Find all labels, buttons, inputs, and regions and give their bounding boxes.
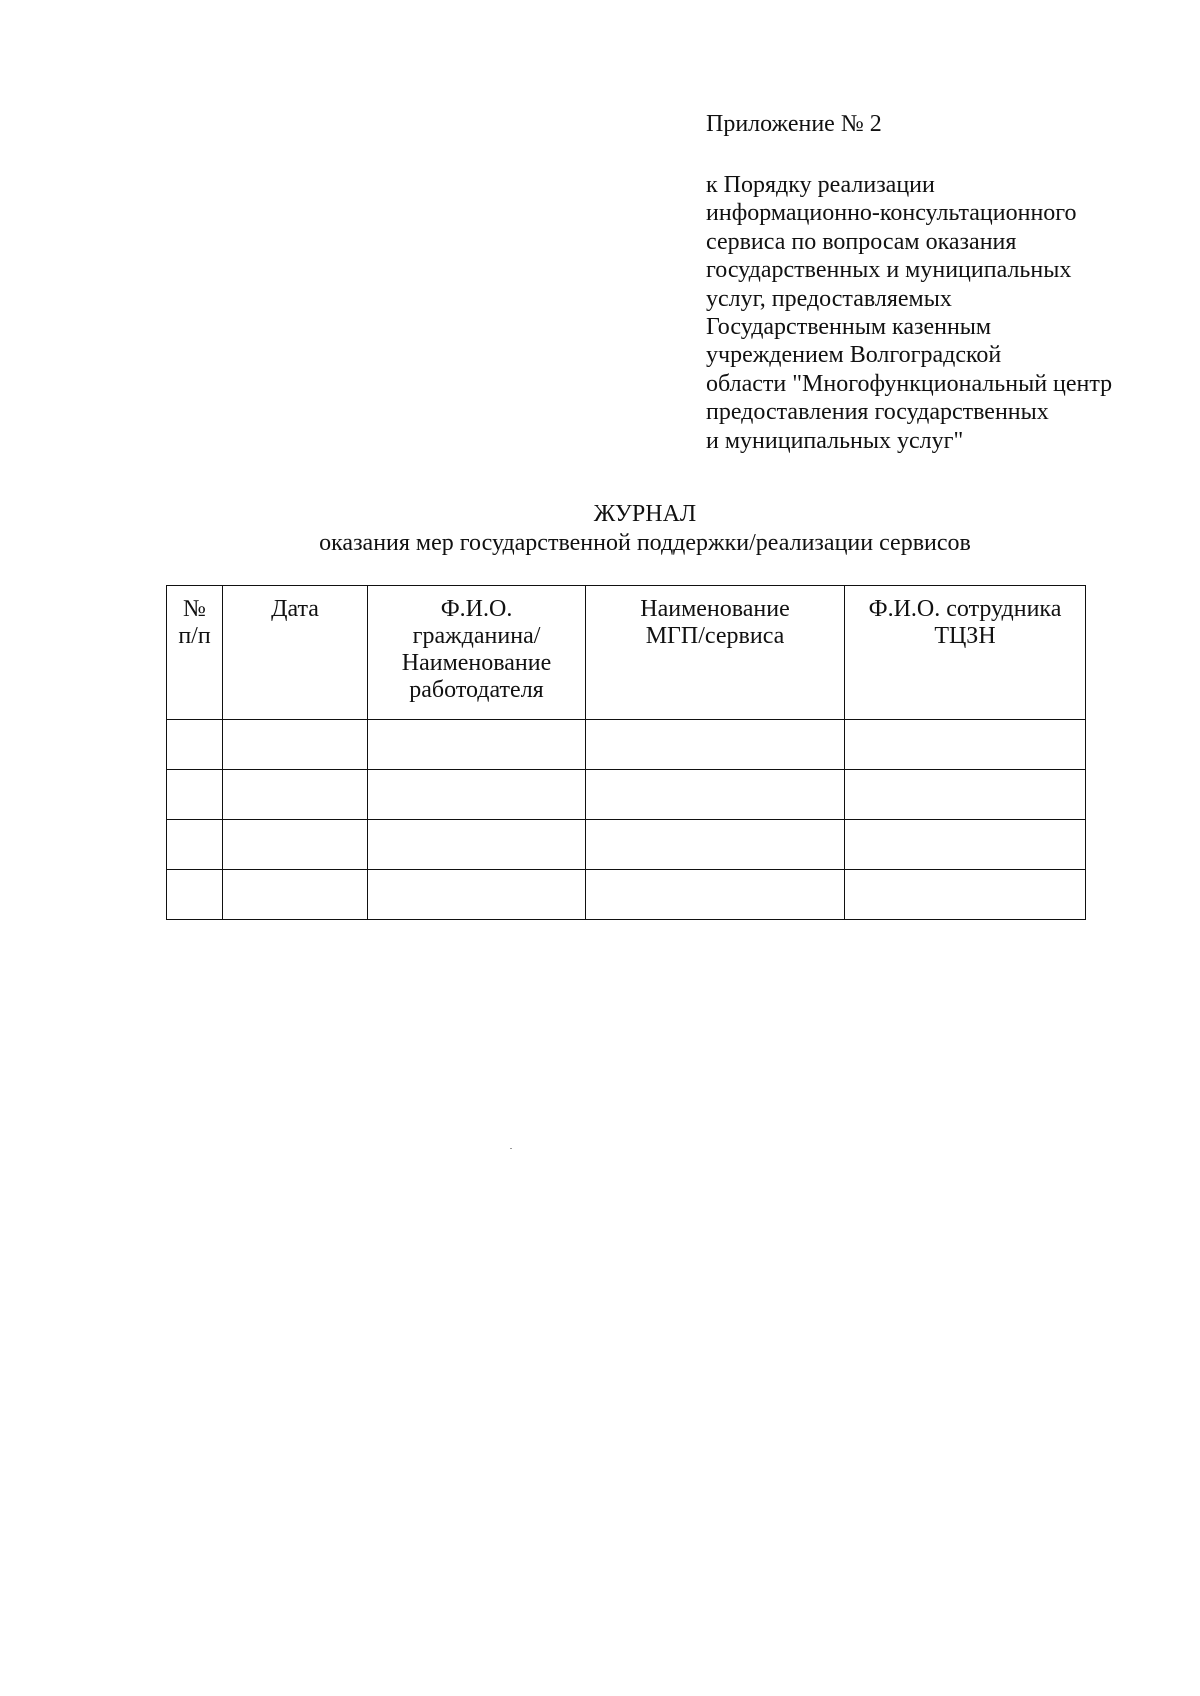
table-cell <box>167 770 223 820</box>
table-row <box>167 770 1086 820</box>
header-citizen-name <box>368 586 586 720</box>
table-row <box>167 720 1086 770</box>
table-cell <box>223 820 368 870</box>
header-service-name-line: МГП/сервиса <box>645 623 785 649</box>
header-number-line: № <box>183 596 206 622</box>
journal-subtitle: оказания мер государственной поддержки/реализации сервисов <box>319 530 971 556</box>
table-header-row <box>167 586 1086 720</box>
table-cell <box>167 720 223 770</box>
header-service-name <box>586 586 845 720</box>
appendix-line: услуг, предоставляемых <box>706 285 952 312</box>
header-number <box>167 586 223 720</box>
header-citizen-name-line: работодателя <box>409 677 544 703</box>
table-cell <box>167 870 223 920</box>
table-cell <box>845 720 1086 770</box>
header-employee-name-line: ТЦЗН <box>934 623 996 649</box>
table-cell <box>167 820 223 870</box>
journal-heading <box>0 500 1200 558</box>
table-cell <box>368 870 586 920</box>
appendix-line: Государственным казенным <box>706 314 992 341</box>
header-number-line: п/п <box>178 623 211 649</box>
appendix-title: Приложение № 2 <box>706 111 882 137</box>
table-cell <box>368 820 586 870</box>
header-date <box>223 586 368 720</box>
appendix-line: государственных и муниципальных <box>706 257 1072 284</box>
table-row <box>167 820 1086 870</box>
appendix-line: к Порядку реализации <box>706 172 935 198</box>
table-row <box>167 870 1086 920</box>
table-cell <box>586 820 845 870</box>
appendix-line: области "Многофункциональный центр <box>706 370 1113 397</box>
table-cell <box>586 770 845 820</box>
table-cell <box>223 720 368 770</box>
table-cell <box>368 770 586 820</box>
appendix-line: информационно-консультационного <box>706 200 1077 227</box>
appendix-line: учреждением Волгоградской <box>706 342 1002 369</box>
appendix-line: и муниципальных услуг" <box>706 427 964 454</box>
appendix-body <box>706 171 1112 455</box>
header-employee-name <box>845 586 1086 720</box>
appendix-line: предоставления государственных <box>706 399 1049 426</box>
table-cell <box>586 720 845 770</box>
table-cell <box>586 870 845 920</box>
scan-speck <box>510 1148 512 1149</box>
header-service-name-line: Наименование <box>640 596 790 622</box>
header-date-line: Дата <box>271 596 319 622</box>
table-cell <box>223 770 368 820</box>
header-citizen-name-line: гражданина/ <box>412 623 541 649</box>
journal-title: ЖУРНАЛ <box>593 501 697 527</box>
table-cell <box>223 870 368 920</box>
table-cell <box>845 770 1086 820</box>
header-citizen-name-line: Ф.И.О. <box>440 596 513 622</box>
table-cell <box>845 820 1086 870</box>
header-employee-name-line: Ф.И.О. сотрудника <box>868 596 1062 622</box>
table-cell <box>368 720 586 770</box>
header-citizen-name-line: Наименование <box>401 650 552 676</box>
appendix-line: сервиса по вопросам оказания <box>706 228 1017 255</box>
journal-table <box>166 585 1086 920</box>
table-cell <box>845 870 1086 920</box>
